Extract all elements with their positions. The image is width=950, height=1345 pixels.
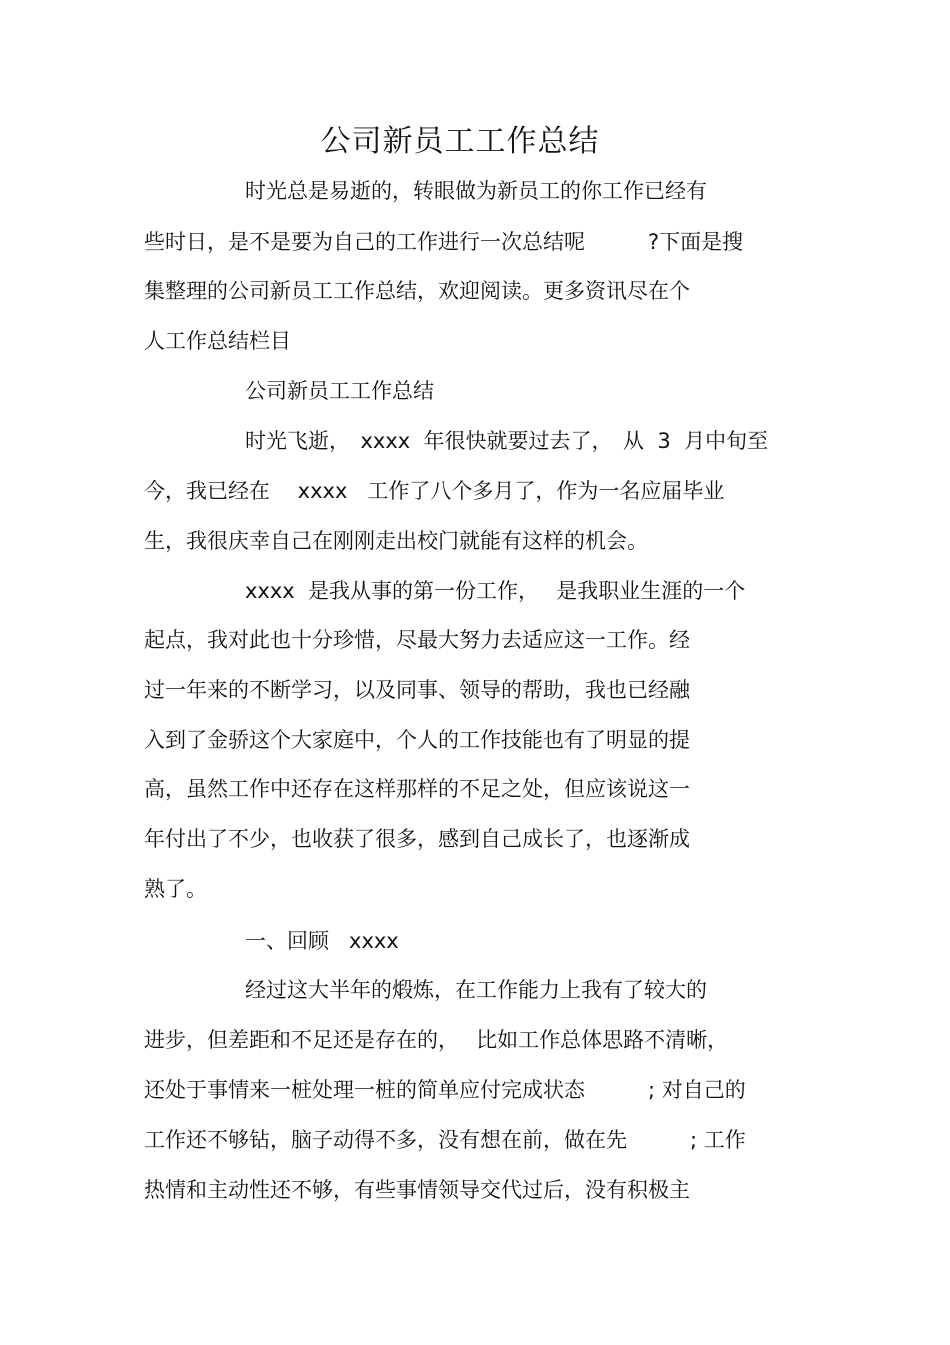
paragraph-line: 今，我已经在 xxxx 工作了八个多月了，作为一名应届毕业 [144,479,725,503]
paragraph-line: 时光总是易逝的，转眼做为新员工的你工作已经有 [245,179,707,203]
paragraph-line: xxxx 是我从事的第一份工作， 是我职业生涯的一个 [245,579,746,603]
paragraph-line: 经过这大半年的煅炼，在工作能力上我有了较大的 [245,978,707,1002]
paragraph-line: 年付出了不少，也收获了很多，感到自己成长了，也逐渐成 [144,827,690,851]
paragraph-line: 熟了。 [144,877,207,901]
paragraph-line: 过一年来的不断学习，以及同事、领导的帮助，我也已经融 [144,678,690,702]
paragraph-line: 生，我很庆幸自己在刚刚走出校门就能有这样的机会。 [144,529,648,553]
paragraph-line: 还处于事情来一桩处理一桩的简单应付完成状态 ; 对自己的 [144,1078,746,1102]
paragraph-line: 工作还不够钻，脑子动得不多，没有想在前，做在先 ; 工作 [144,1128,746,1152]
document-title: 公司新员工工作总结 [320,124,600,159]
paragraph-line: 高，虽然工作中还存在这样那样的不足之处，但应该说这一 [144,777,690,801]
section-heading: 一、回顾 xxxx [245,929,399,953]
paragraph-line: 起点，我对此也十分珍惜，尽最大努力去适应这一工作。经 [144,628,690,652]
paragraph-line: 集整理的公司新员工工作总结，欢迎阅读。更多资讯尽在个 [144,279,690,303]
section-subtitle: 公司新员工工作总结 [245,379,434,403]
paragraph-line: 进步，但差距和不足还是存在的， 比如工作总体思路不清晰， [144,1028,729,1052]
paragraph-line: 热情和主动性还不够，有些事情领导交代过后，没有积极主 [144,1178,690,1202]
paragraph-line: 入到了金骄这个大家庭中，个人的工作技能也有了明显的提 [144,728,690,752]
paragraph-line: 时光飞逝， xxxx 年很快就要过去了， 从 3 月中旬至 [245,429,769,453]
paragraph-line: 些时日，是不是要为自己的工作进行一次总结呢 ?下面是搜 [144,230,744,254]
paragraph-line: 人工作总结栏目 [144,329,291,353]
